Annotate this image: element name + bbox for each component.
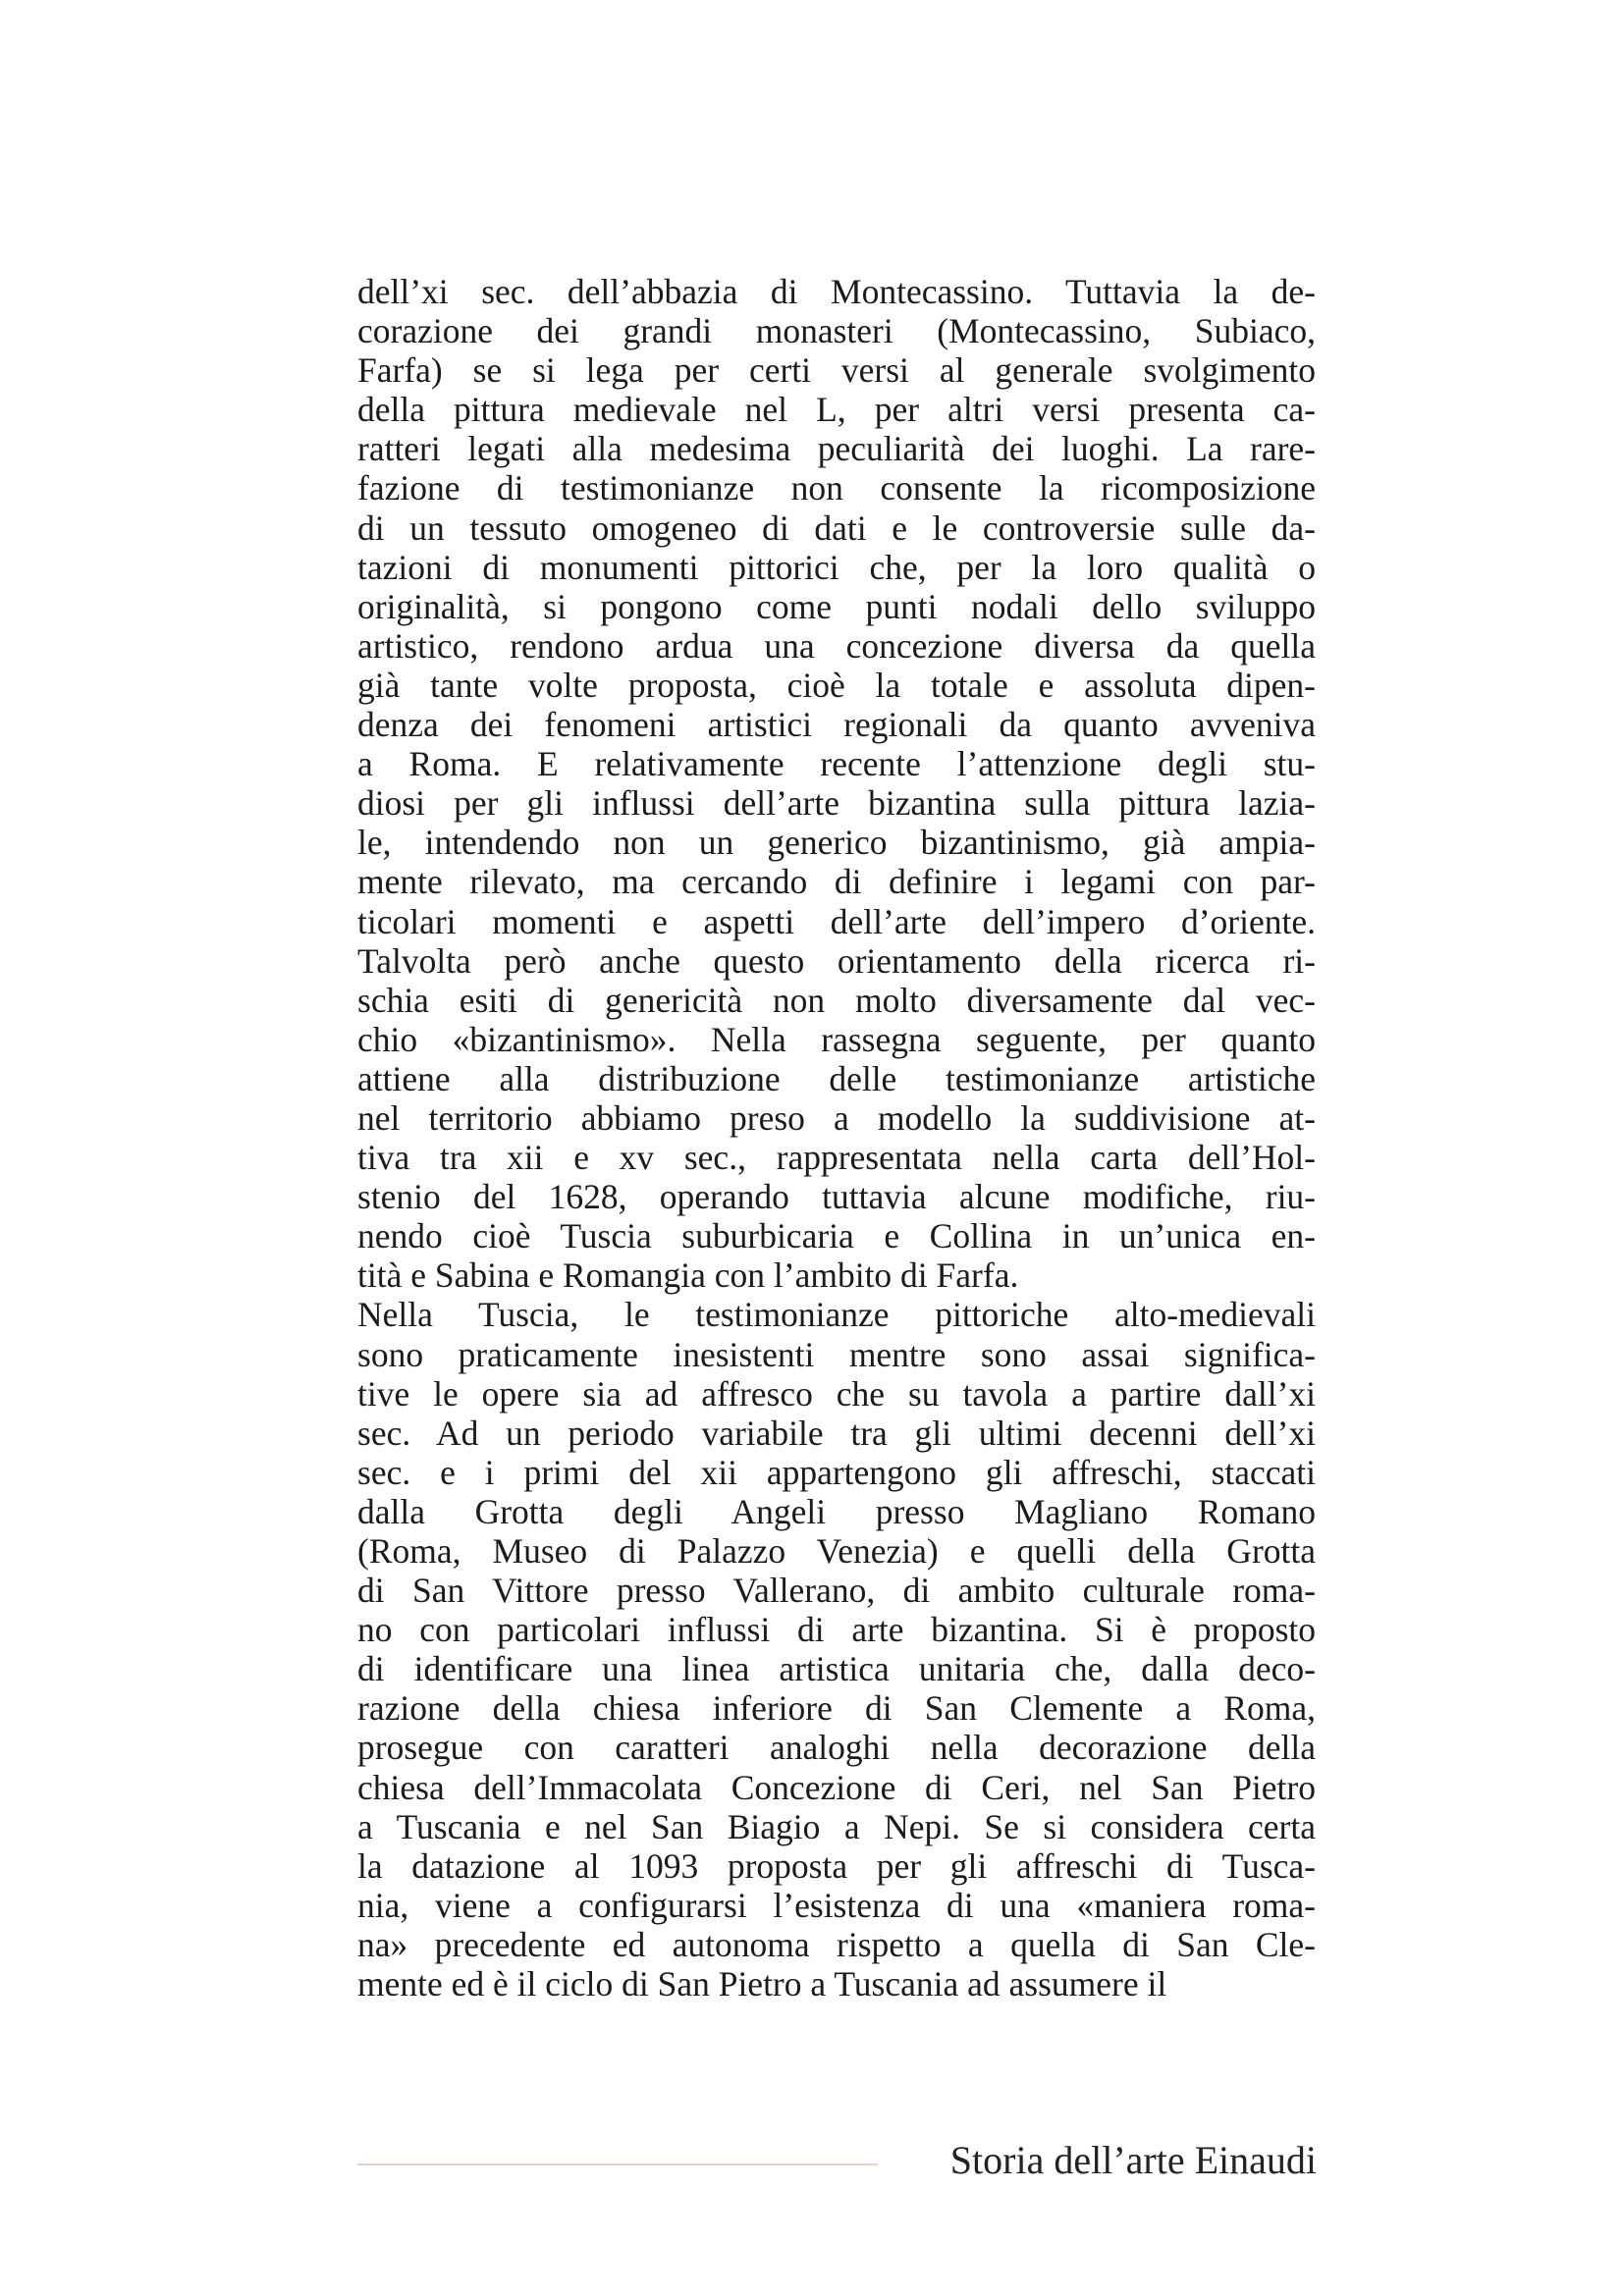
body-line: già tante volte proposta, cioè la totale e assoluta dipen-: [357, 665, 1316, 705]
body-line: Talvolta però anche questo orientamento della ricerca ri-: [357, 940, 1316, 981]
body-line: sec. e i primi del xii appartengono gli affreschi, staccati: [357, 1452, 1316, 1492]
body-line: la datazione al 1093 proposta per gli affreschi di Tusca-: [357, 1845, 1316, 1886]
body-line: Farfa) se si lega per certi versi al generale svolgimento: [357, 350, 1316, 391]
body-line: Nella Tuscia, le testimonianze pittoriche alto-medievali: [357, 1295, 1316, 1335]
body-line: di identificare una linea artistica unitaria che, dalla deco-: [357, 1649, 1316, 1689]
body-line: originalità, si pongono come punti nodali dello sviluppo: [357, 586, 1316, 626]
body-line: prosegue con caratteri analoghi nella decorazione della: [357, 1728, 1316, 1768]
body-line: mente ed è il ciclo di San Pietro a Tuscania ad assumere il: [357, 1964, 1167, 2004]
body-line: della pittura medievale nel L, per altri versi presenta ca-: [357, 390, 1316, 430]
body-line: denza dei fenomeni artistici regionali da quanto avveniva: [357, 705, 1316, 745]
body-line: di San Vittore presso Vallerano, di ambito culturale roma-: [357, 1571, 1316, 1611]
body-line: tità e Sabina e Romangia con l’ambito di Farfa.: [357, 1255, 1019, 1296]
body-line: a Tuscania e nel San Biagio a Nepi. Se si considera certa: [357, 1806, 1316, 1846]
body-line: di un tessuto omogeneo di dati e le controversie sulle da-: [357, 507, 1316, 548]
body-line: fazione di testimonianze non consente la ricomposizione: [357, 468, 1316, 508]
body-line: dalla Grotta degli Angeli presso Magliano Romano: [357, 1491, 1316, 1531]
body-line: nel territorio abbiamo preso a modello la suddivisione at-: [357, 1097, 1316, 1138]
body-line: (Roma, Museo di Palazzo Venezia) e quelli della Grotta: [357, 1531, 1316, 1571]
body-line: dell’xi sec. dell’abbazia di Montecassino. Tuttavia la de-: [357, 272, 1316, 311]
body-line: diosi per gli influssi dell’arte bizantina sulla pittura lazia-: [357, 783, 1316, 824]
body-line: ticolari momenti e aspetti dell’arte dell’impero d’oriente.: [357, 901, 1316, 941]
body-line: a Roma. E relativamente recente l’attenzione degli stu-: [357, 744, 1316, 784]
body-line: chio «bizantinismo». Nella rassegna seguente, per quanto: [357, 1019, 1316, 1059]
body-line: sec. Ad un periodo variabile tra gli ultimi decenni dell’xi: [357, 1413, 1316, 1453]
body-line: le, intendendo non un generico bizantinismo, già ampia-: [357, 823, 1316, 863]
body-line: tiva tra xii e xv sec., rappresentata nella carta dell’Hol-: [357, 1138, 1316, 1178]
footer-divider: [357, 2163, 878, 2165]
body-line: stenio del 1628, operando tuttavia alcune modifiche, riu-: [357, 1177, 1316, 1217]
footer-title: Storia dell’arte Einaudi: [949, 2138, 1317, 2182]
body-line: tive le opere sia ad affresco che su tavola a partire dall’xi: [357, 1373, 1316, 1414]
body-line: artistico, rendono ardua una concezione diversa da quella: [357, 625, 1316, 666]
body-line: mente rilevato, ma cercando di definire i legami con par-: [357, 862, 1316, 902]
body-line: corazione dei grandi monasteri (Montecassino, Subiaco,: [357, 311, 1316, 351]
body-line: tazioni di monumenti pittorici che, per la loro qualità o: [357, 547, 1316, 587]
body-text: [357, 272, 1316, 2003]
body-line: chiesa dell’Immacolata Concezione di Ceri, nel San Pietro: [357, 1767, 1316, 1807]
body-line: na» precedente ed autonoma rispetto a quella di San Cle-: [357, 1924, 1316, 1964]
body-line: nia, viene a configurarsi l’esistenza di una «maniera roma-: [357, 1885, 1316, 1925]
body-line: no con particolari influssi di arte bizantina. Si è proposto: [357, 1610, 1316, 1650]
body-line: schia esiti di genericità non molto diversamente dal vec-: [357, 980, 1316, 1020]
body-line: razione della chiesa inferiore di San Clemente a Roma,: [357, 1688, 1316, 1729]
body-line: nendo cioè Tuscia suburbicaria e Collina in un’unica en-: [357, 1216, 1316, 1256]
body-line: sono praticamente inesistenti mentre sono assai significa-: [357, 1334, 1316, 1374]
body-line: ratteri legati alla medesima peculiarità dei luoghi. La rare-: [357, 429, 1316, 469]
body-line: attiene alla distribuzione delle testimonianze artistiche: [357, 1058, 1316, 1098]
